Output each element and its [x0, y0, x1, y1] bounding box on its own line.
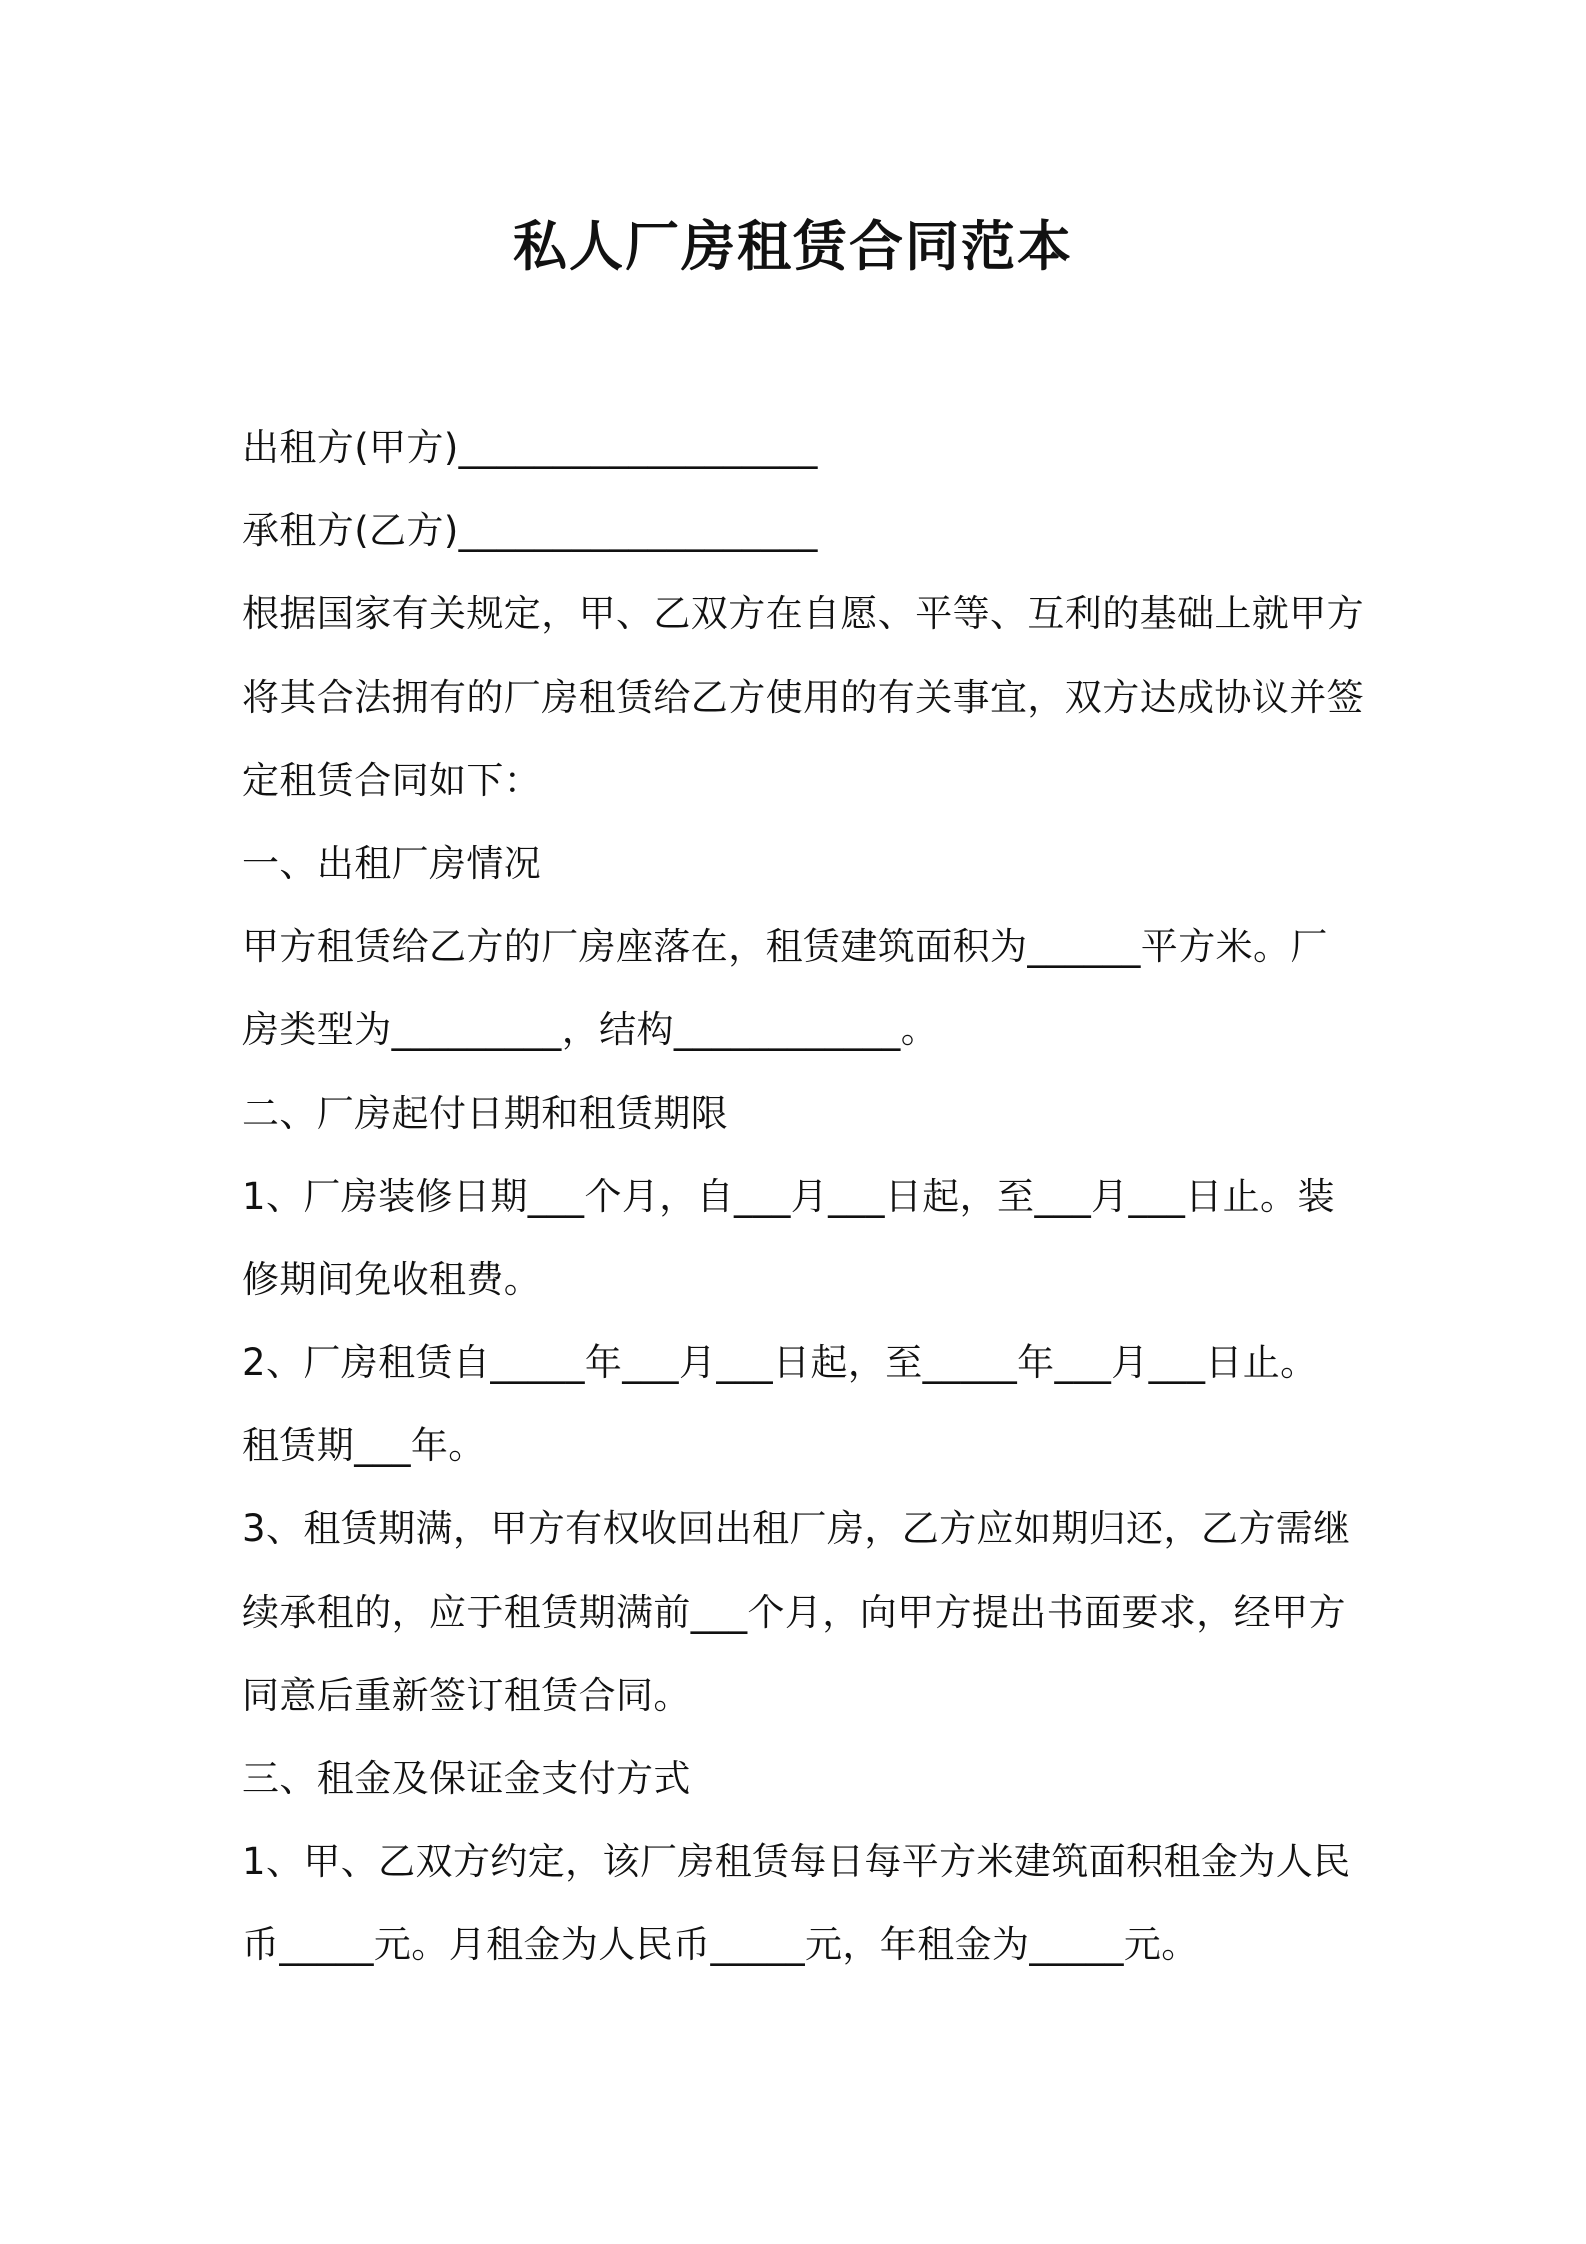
section-3-heading: 三、租金及保证金支付方式	[242, 1757, 691, 1800]
clause-2-2-line-2: 租赁期___年。	[242, 1424, 486, 1468]
clause-2-3-line-3: 同意后重新签订租赁合同。	[242, 1673, 691, 1717]
document-body	[242, 406, 1362, 1987]
clause-2-3-line-1: 3、租赁期满，甲方有权收回出租厂房，乙方应如期归还，乙方需继	[242, 1507, 1351, 1551]
clause-3-1-line-1: 1、甲、乙双方约定，该厂房租赁每日每平方米建筑面积租金为人民	[242, 1840, 1351, 1884]
lessor-line: 出租方(甲方)___________________	[242, 426, 818, 469]
preamble-line-3: 定租赁合同如下：	[242, 758, 542, 802]
document-title: 私人厂房租赁合同范本	[513, 215, 1073, 278]
section-1-text-line-2: 房类型为_________，结构____________。	[242, 1008, 939, 1052]
clause-2-1-line-1: 1、厂房装修日期___个月，自___月___日起，至___月___日止。装	[242, 1174, 1335, 1218]
clause-3-1-line-2: 币_____元。月租金为人民币_____元，年租金为_____元。	[242, 1923, 1199, 1967]
section-1-heading: 一、出租厂房情况	[242, 841, 542, 885]
preamble-line-2: 将其合法拥有的厂房租赁给乙方使用的有关事宜，双方达成协议并签	[242, 675, 1364, 719]
clause-2-1-line-2: 修期间免收租费。	[242, 1257, 542, 1301]
clause-2-3-line-2: 续承租的，应于租赁期满前___个月，向甲方提出书面要求，经甲方	[242, 1590, 1346, 1634]
section-2-heading: 二、厂房起付日期和租赁期限	[242, 1091, 729, 1135]
lessee-line: 承租方(乙方)___________________	[242, 509, 818, 553]
clause-2-2-line-1: 2、厂房租赁自_____年___月___日起，至_____年___月___日止。	[242, 1341, 1318, 1385]
section-1-text-line-1: 甲方租赁给乙方的厂房座落在，租赁建筑面积为______平方米。厂	[242, 925, 1328, 969]
preamble-line-1: 根据国家有关规定，甲、乙双方在自愿、平等、互利的基础上就甲方	[242, 592, 1364, 636]
